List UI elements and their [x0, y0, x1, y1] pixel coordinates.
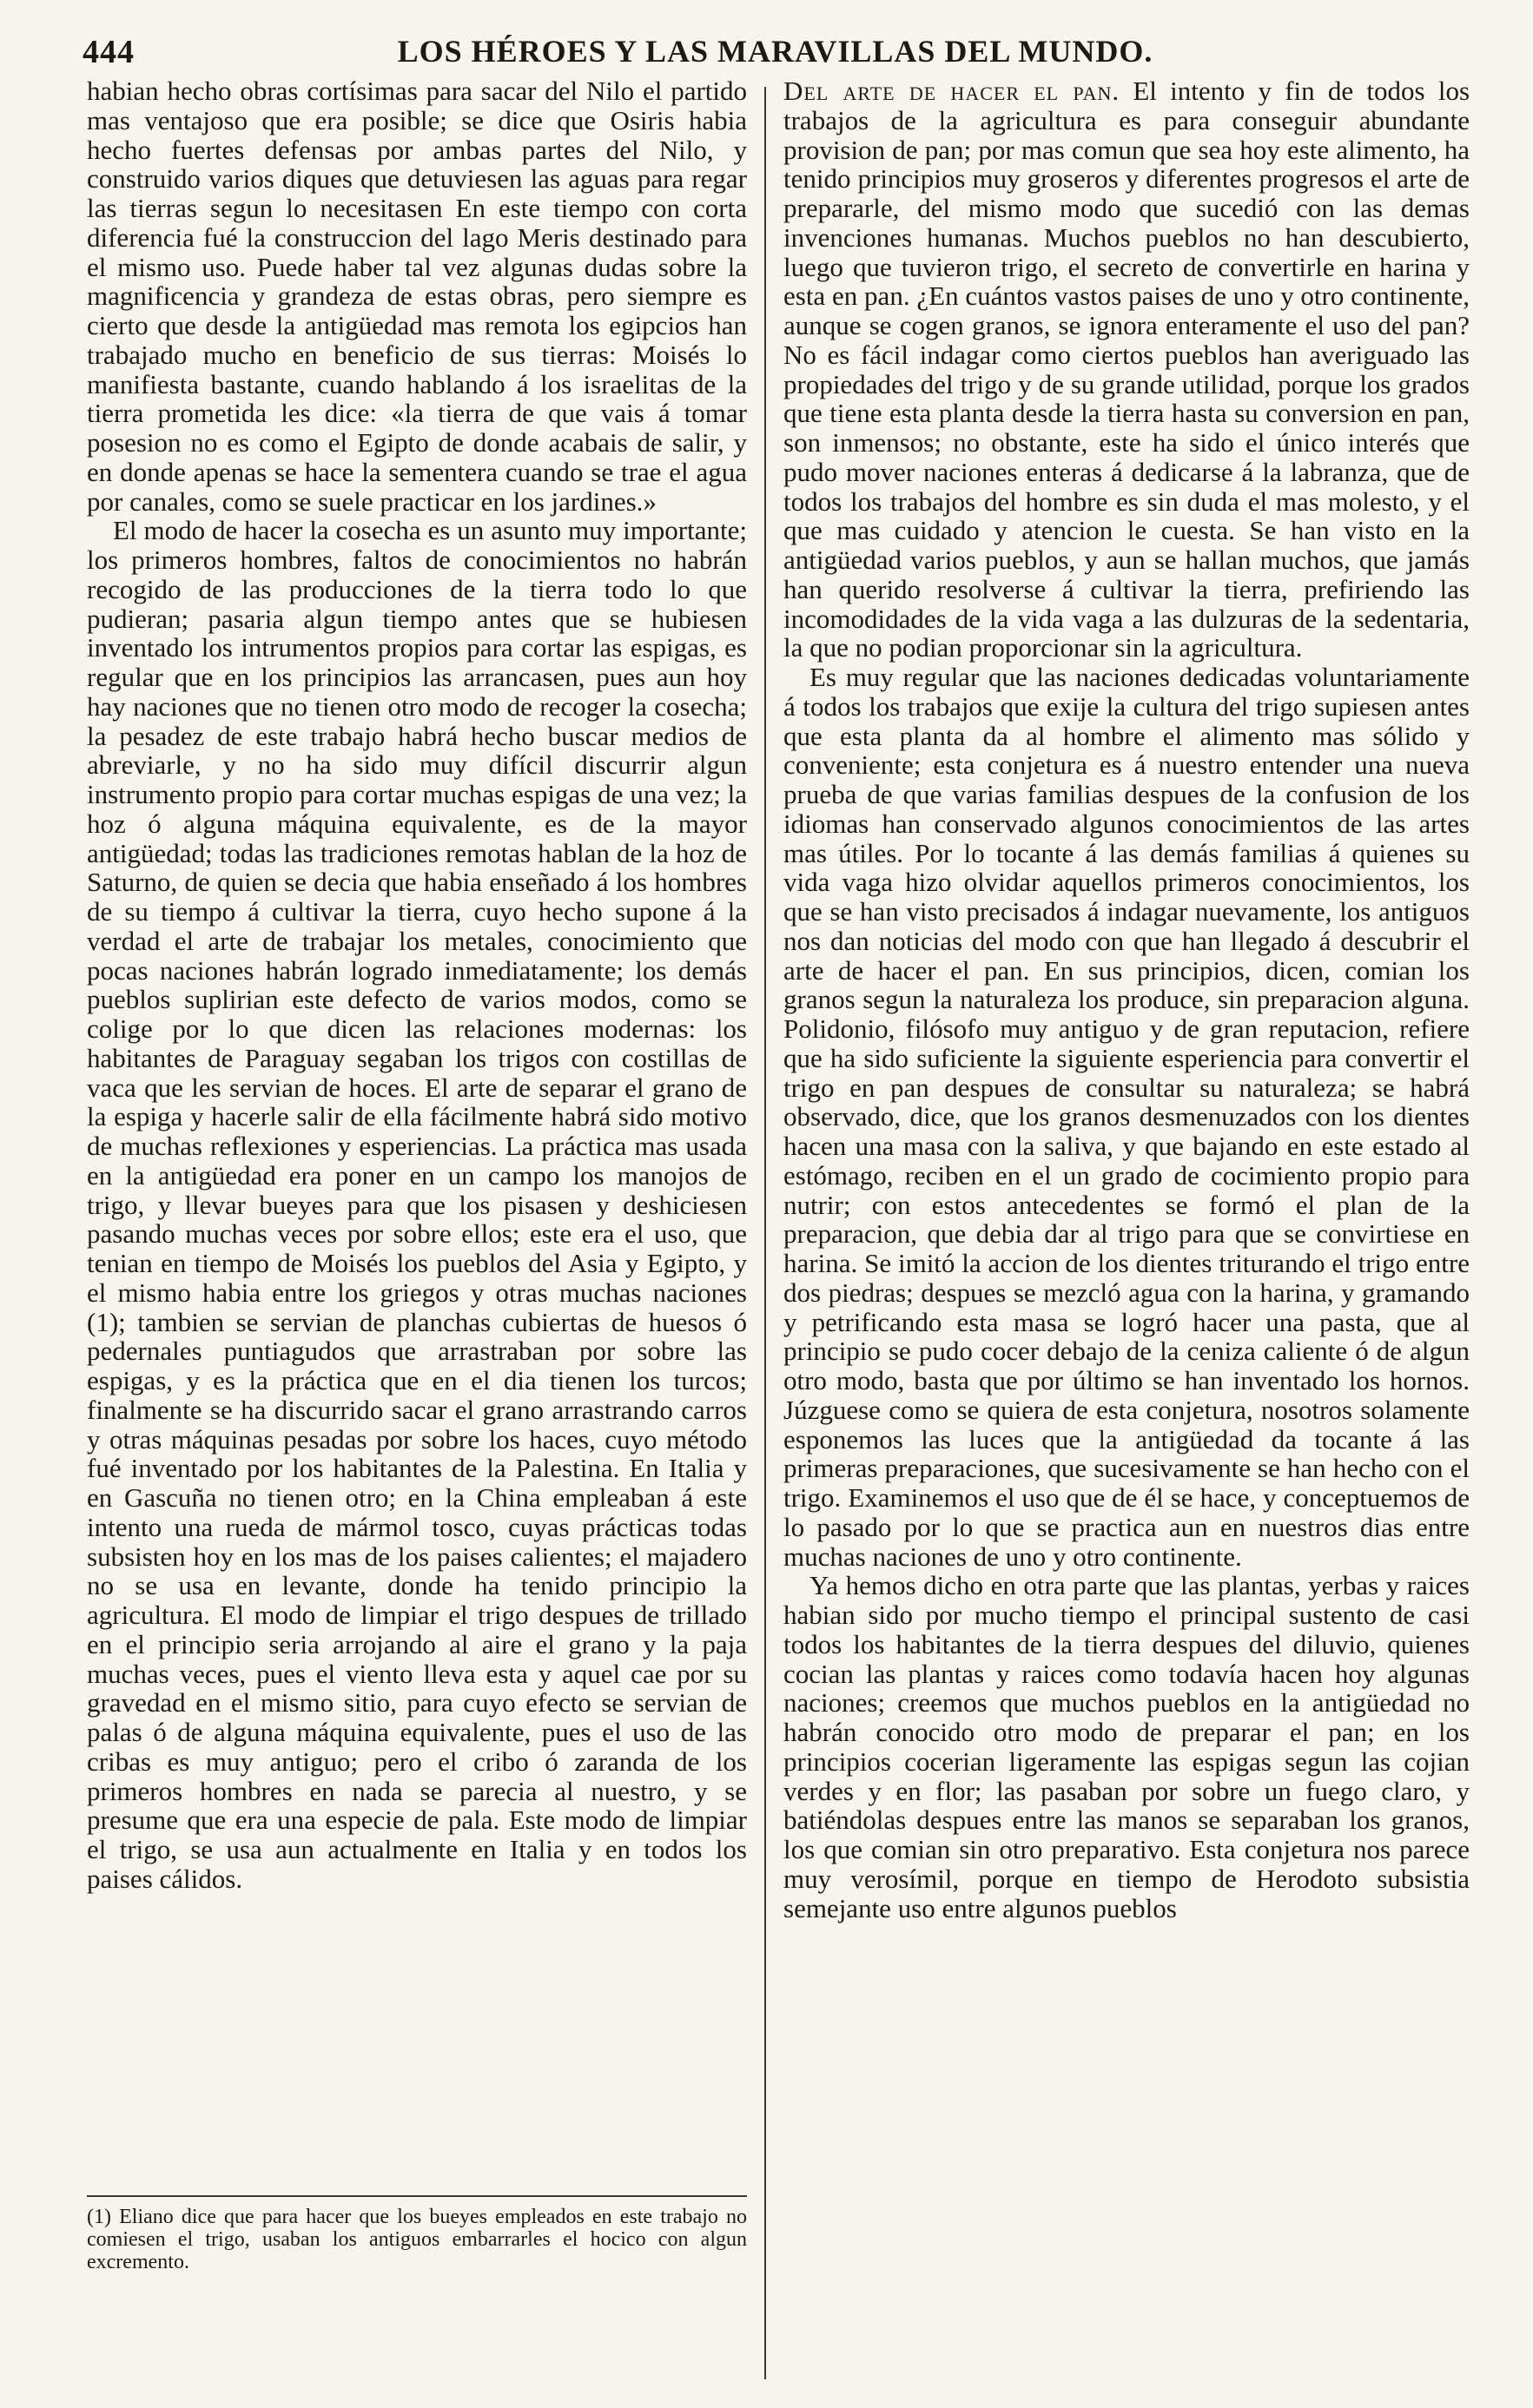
page-header — [83, 33, 1468, 76]
footnote-rule — [87, 2195, 747, 2197]
footnote: (1) Eliano dice que para hacer que los bueyes empleados en este trabajo no comiesen el trigo, usaban los antiguos embarrarles el hocico con algun excremento. — [87, 2206, 747, 2273]
page-number: 444 — [83, 34, 135, 70]
right-column — [783, 76, 1470, 1923]
right-paragraph-1-text: El intento y fin de todos los trabajos de la agricultura es para conseguir abundante provision de pan; por mas comun que sea hoy este alimento, ha tenido principios muy groseros y diferentes progresos el arte de prepararle, del mismo modo que sucedió con las demas invenciones humanas. Muchos pueblos no han descubierto, luego que tuvieron trigo, el secreto de convertirle en harina y esta en pan. ¿En cuántos vastos paises de uno y otro continente, aunque se cogen granos, se ignora enteramente el uso del pan? No es fácil indagar como ciertos pueblos han averiguado las propiedades del trigo y de su grande utilidad, porque los grados que tiene esta planta desde la tierra hasta su conversion en pan, son inmensos; no obstante, este ha sido el único interés que pudo mover naciones enteras á dedicarse á la labranza, que de todos los trabajos del hombre es sin duda el mas molesto, y el que mas cuidado y atencion le cuesta. Se han visto en la antigüedad varios pueblos, y aun se hallan muchos, que jamás han querido resolverse á cultivar la tierra, prefiriendo las incomodidades de la vida vaga a las dulzuras de la sedentaria, la que no podian proporcionar sin la agricultura. — [783, 76, 1470, 663]
left-paragraph-2: El modo de hacer la cosecha es un asunto muy importante; los primeros hombres, faltos de conocimientos no habrán recogido de las producciones de la tierra todo lo que pudieran; pasaria algun tiempo antes que se hubiesen inventado los intrumentos propios para cortar las espigas, es regular que en los principios las arrancasen, pues aun hoy hay naciones que no tienen otro modo de recoger la cosecha; la pesadez de este trabajo habrá hecho buscar medios de abreviarle, y no ha sido muy difícil discurrir algun instrumento propio para cortar muchas espigas de una vez; la hoz ó alguna máquina equivalente, es de la mayor antigüedad; todas las tradiciones remotas hablan de la hoz de Saturno, de quien se decia que habia enseñado á los hombres de su tiempo á cultivar la tierra, cuyo hecho supone á la verdad el arte de trabajar los metales, conocimiento que pocas naciones habrán logrado inmediatamente; los demás pueblos suplirian este defecto de varios modos, como se colige por lo que dicen las relaciones modernas: los habitantes de Paraguay segaban los trigos con costillas de vaca que les servian de hoces. El arte de separar el grano de la espiga y hacerle salir de ella fácilmente habrá sido motivo de muchas reflexiones y esperiencias. La práctica mas usada en la antigüedad era poner en un campo los manojos de trigo, y llevar bueyes para que los pisasen y deshiciesen pasando muchas veces por sobre ellos; este era el uso, que tenian en tiempo de Moisés los pueblos del Asia y Egipto, y el mismo habia entre los griegos y otras muchas naciones (1); tambien se servian de planchas cubiertas de huesos ó pedernales puntiagudos que arrastraban por sobre las espigas, y es la práctica que en el dia tienen los turcos; finalmente se ha discurrido sacar el grano arrastrando carros y otras máquinas pesadas por sobre los haces, cuyo método fué inventado por los habitantes de la Palestina. En Italia y en Gascuña no tienen otro; en la China empleaban á este intento una rueda de mármol tosco, cuyas prácticas todas subsisten hoy en los mas de los paises calientes; el majadero no se usa en levante, donde ha tenido principio la agricultura. El modo de limpiar el trigo despues de trillado en el principio seria arrojando al aire el grano y la paja muchas veces, pues el viento lleva esta y aquel cae por su gravedad en el mismo sitio, para cuyo efecto se servian de palas ó de alguna máquina equivalente, pues el uso de las cribas es muy antiguo; pero el cribo ó zaranda de los primeros hombres en nada se parecia al nuestro, y se presume que era una especie de pala. Este modo de limpiar el trigo, se usa aun actualmente en Italia y en todos los paises cálidos. — [87, 515, 747, 1894]
left-column — [87, 76, 747, 1894]
column-divider — [764, 87, 766, 2379]
section-heading: Del arte de hacer el pan. — [783, 76, 1120, 106]
left-paragraph-1: habian hecho obras cortísimas para sacar del Nilo el partido mas ventajoso que era posible; se dice que Osiris habia hecho fuertes defensas por ambas partes del Nilo, y construido varios diques que detuviesen las aguas para regar las tierras segun lo necesitasen En este tiempo con corta diferencia fué la construccion del lago Meris destinado para el mismo uso. Puede haber tal vez algunas dudas sobre la magnificencia y grandeza de estas obras, pero siempre es cierto que desde la antigüedad mas remota los egipcios han trabajado mucho en beneficio de sus tierras: Moisés lo manifiesta bastante, cuando hablando á los israelitas de la tierra prometida les dice: «la tierra de que vais á tomar posesion no es como el Egipto de donde acabais de salir, y en donde apenas se hace la sementera cuando se trae el agua por canales, como se suele practicar en los jardines.» — [87, 76, 747, 517]
running-title: LOS HÉROES Y LAS MARAVILLAS DEL MUNDO. — [397, 34, 1153, 69]
right-paragraph-2: Es muy regular que las naciones dedicadas voluntariamente á todos los trabajos que exije la cultura del trigo supiesen antes que esta planta da al hombre el alimento mas sólido y conveniente; esta conjetura es á nuestro entender una nueva prueba de que varias familias despues de la confusion de los idiomas han conservado algunos conocimientos de las artes mas útiles. Por lo tocante á las demás familias á quienes su vida vaga hizo olvidar aquellos primeros conocimientos, los que se han visto precisados á indagar nuevamente, los antiguos nos dan noticias del modo con que han llegado á descubrir el arte de hacer el pan. En sus principios, dicen, comian los granos segun la naturaleza los produce, sin preparacion alguna. Polidonio, filósofo muy antiguo y de gran reputacion, refiere que ha sido suficiente la siguiente esperiencia para convertir el trigo en pan despues de consultar su naturaleza; se habrá observado, dice, que los granos desmenuzados con los dientes hacen una masa con la saliva, y que bajando en este estado al estómago, reciben en el un grado de cocimiento propio para nutrir; con estos antecedentes se formó el plan de la preparacion, que debia dar al trigo para que se convirtiese en harina. Se imitó la accion de los dientes triturando el trigo entre dos piedras; despues se mezcló agua con la harina, y gramando y petrificando esta masa se logró hacer una pasta, que al principio se pudo cocer debajo de la ceniza caliente ó de algun otro modo, basta que por último se han inventado los hornos. Júzguese como se quiera de esta conjetura, nosotros solamente esponemos las luces que la antigüedad da tocante á las primeras preparaciones, que sucesivamente se han hecho con el trigo. Examinemos el uso que de él se hace, y conceptuemos de lo pasado por lo que se practica aun en nuestros dias entre muchas naciones de uno y otro continente. — [783, 662, 1470, 1572]
right-paragraph-3: Ya hemos dicho en otra parte que las plantas, yerbas y raices habian sido por mucho tiempo el principal sustento de casi todos los habitantes de la tierra despues del diluvio, quienes cocian las plantas y raices como todavía hacen hoy algunas naciones; creemos que muchos pueblos en la antigüedad no habrán conocido otro modo de preparar el pan; en los principios cocerian ligeramente las espigas segun las cojian verdes y en flor; las pasaban por sobre un fuego claro, y batiéndolas despues entre las manos se separaban los granos, los que comian sin otro preparativo. Esta conjetura nos parece muy verosímil, porque en tiempo de Herodoto subsistia semejante uso entre algunos pueblos — [783, 1570, 1470, 1923]
right-paragraph-1 — [783, 76, 1470, 663]
